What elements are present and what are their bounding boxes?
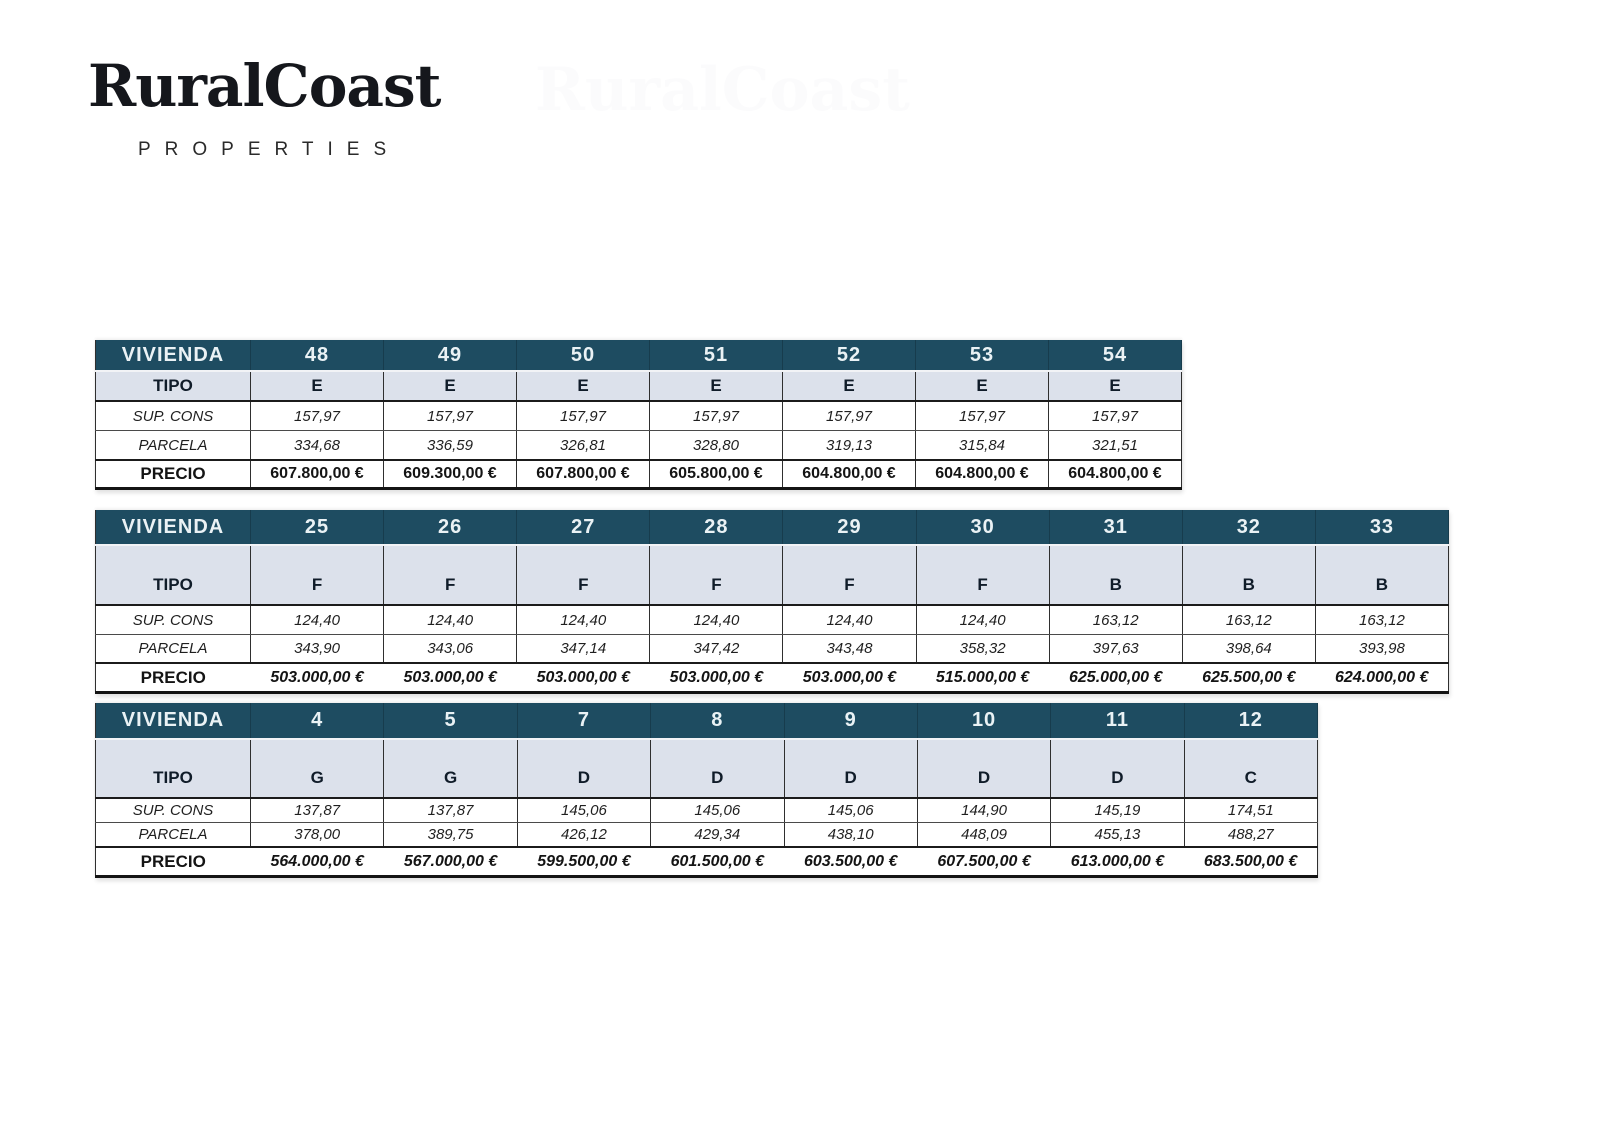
sup-cons-cell: 157,97 (251, 401, 384, 431)
precio-cell: 567.000,00 € (384, 847, 517, 877)
tipo-cell: E (517, 371, 650, 401)
sup-cons-cell: 124,40 (650, 605, 783, 635)
sup-cons-cell: 163,12 (1049, 605, 1182, 635)
sup-cons-cell: 137,87 (384, 798, 517, 823)
row-label-parcela: PARCELA (96, 431, 251, 461)
parcela-cell: 429,34 (651, 823, 784, 848)
tipo-cell: D (917, 739, 1050, 798)
vivienda-number-cell: 54 (1049, 340, 1182, 371)
precio-cell: 604.800,00 € (1049, 460, 1182, 489)
parcela-cell: 378,00 (251, 823, 384, 848)
row-label-sup-cons: SUP. CONS (96, 798, 251, 823)
tipo-cell: E (1049, 371, 1182, 401)
table-row (96, 545, 1449, 605)
tipo-cell: F (251, 545, 384, 605)
sup-cons-cell: 145,06 (517, 798, 650, 823)
table-row (96, 739, 1318, 798)
sup-cons-cell: 124,40 (517, 605, 650, 635)
sup-cons-cell: 124,40 (251, 605, 384, 635)
precio-cell: 625.500,00 € (1182, 663, 1315, 693)
brand-watermark: RuralCoast (535, 55, 910, 125)
row-label-precio: PRECIO (96, 847, 251, 877)
row-label-parcela: PARCELA (96, 635, 251, 664)
tipo-cell: E (251, 371, 384, 401)
parcela-cell: 455,13 (1051, 823, 1184, 848)
pricing-table (95, 510, 1449, 694)
tipo-cell: F (783, 545, 916, 605)
sup-cons-cell: 174,51 (1184, 798, 1317, 823)
sup-cons-cell: 124,40 (916, 605, 1049, 635)
precio-cell: 625.000,00 € (1049, 663, 1182, 693)
row-label-tipo: TIPO (96, 545, 251, 605)
sup-cons-cell: 124,40 (783, 605, 916, 635)
sup-cons-cell: 157,97 (384, 401, 517, 431)
parcela-cell: 315,84 (916, 431, 1049, 461)
tipo-cell: B (1049, 545, 1182, 605)
sup-cons-cell: 145,06 (784, 798, 917, 823)
precio-cell: 503.000,00 € (517, 663, 650, 693)
parcela-cell: 488,27 (1184, 823, 1317, 848)
sup-cons-cell: 163,12 (1315, 605, 1448, 635)
table-row (96, 847, 1318, 877)
table-row (96, 510, 1449, 545)
precio-cell: 605.800,00 € (650, 460, 783, 489)
precio-cell: 515.000,00 € (916, 663, 1049, 693)
vivienda-number-cell: 4 (251, 703, 384, 739)
parcela-cell: 438,10 (784, 823, 917, 848)
precio-cell: 613.000,00 € (1051, 847, 1184, 877)
tipo-cell: D (651, 739, 784, 798)
parcela-cell: 321,51 (1049, 431, 1182, 461)
precio-cell: 599.500,00 € (517, 847, 650, 877)
brand-logo (88, 50, 440, 161)
vivienda-number-cell: 7 (517, 703, 650, 739)
precio-cell: 609.300,00 € (384, 460, 517, 489)
sup-cons-cell: 157,97 (650, 401, 783, 431)
vivienda-number-cell: 49 (384, 340, 517, 371)
vivienda-number-cell: 5 (384, 703, 517, 739)
price-table-viviendas-25-33 (95, 510, 1449, 694)
table-corner-label: VIVIENDA (96, 340, 251, 371)
table-row (96, 635, 1449, 664)
tipo-cell: D (1051, 739, 1184, 798)
vivienda-number-cell: 9 (784, 703, 917, 739)
parcela-cell: 334,68 (251, 431, 384, 461)
tipo-cell: G (251, 739, 384, 798)
sup-cons-cell: 144,90 (917, 798, 1050, 823)
parcela-cell: 326,81 (517, 431, 650, 461)
sup-cons-cell: 157,97 (517, 401, 650, 431)
precio-cell: 601.500,00 € (651, 847, 784, 877)
table-row (96, 663, 1449, 693)
table-corner-label: VIVIENDA (96, 703, 251, 739)
table-row (96, 460, 1182, 489)
row-label-sup-cons: SUP. CONS (96, 605, 251, 635)
precio-cell: 603.500,00 € (784, 847, 917, 877)
brand-tagline: PROPERTIES (138, 138, 401, 160)
price-table-viviendas-4-12 (95, 703, 1318, 878)
table-row (96, 431, 1182, 461)
parcela-cell: 358,32 (916, 635, 1049, 664)
precio-cell: 683.500,00 € (1184, 847, 1317, 877)
parcela-cell: 328,80 (650, 431, 783, 461)
table-row (96, 823, 1318, 848)
parcela-cell: 397,63 (1049, 635, 1182, 664)
precio-cell: 604.800,00 € (916, 460, 1049, 489)
brand-name: RuralCoast (88, 52, 441, 120)
precio-cell: 607.500,00 € (917, 847, 1050, 877)
vivienda-number-cell: 27 (517, 510, 650, 545)
row-label-precio: PRECIO (96, 663, 251, 693)
table-corner-label: VIVIENDA (96, 510, 251, 545)
vivienda-number-cell: 32 (1182, 510, 1315, 545)
tipo-cell: F (384, 545, 517, 605)
table-row (96, 340, 1182, 371)
parcela-cell: 448,09 (917, 823, 1050, 848)
precio-cell: 503.000,00 € (783, 663, 916, 693)
tipo-cell: F (916, 545, 1049, 605)
tipo-cell: D (517, 739, 650, 798)
table-row (96, 798, 1318, 823)
row-label-precio: PRECIO (96, 460, 251, 489)
sup-cons-cell: 137,87 (251, 798, 384, 823)
tipo-cell: E (384, 371, 517, 401)
parcela-cell: 343,90 (251, 635, 384, 664)
table-row (96, 371, 1182, 401)
tipo-cell: E (650, 371, 783, 401)
table-row (96, 605, 1449, 635)
tipo-cell: B (1182, 545, 1315, 605)
tipo-cell: G (384, 739, 517, 798)
tipo-cell: C (1184, 739, 1317, 798)
tipo-cell: F (650, 545, 783, 605)
price-table-viviendas-48-54 (95, 340, 1182, 490)
precio-cell: 503.000,00 € (650, 663, 783, 693)
sup-cons-cell: 163,12 (1182, 605, 1315, 635)
vivienda-number-cell: 51 (650, 340, 783, 371)
sup-cons-cell: 124,40 (384, 605, 517, 635)
parcela-cell: 393,98 (1315, 635, 1448, 664)
vivienda-number-cell: 29 (783, 510, 916, 545)
vivienda-number-cell: 50 (517, 340, 650, 371)
precio-cell: 624.000,00 € (1315, 663, 1448, 693)
vivienda-number-cell: 12 (1184, 703, 1317, 739)
row-label-parcela: PARCELA (96, 823, 251, 848)
vivienda-number-cell: 26 (384, 510, 517, 545)
parcela-cell: 347,42 (650, 635, 783, 664)
row-label-tipo: TIPO (96, 371, 251, 401)
sup-cons-cell: 157,97 (783, 401, 916, 431)
vivienda-number-cell: 53 (916, 340, 1049, 371)
row-label-tipo: TIPO (96, 739, 251, 798)
vivienda-number-cell: 31 (1049, 510, 1182, 545)
sup-cons-cell: 157,97 (1049, 401, 1182, 431)
vivienda-number-cell: 10 (917, 703, 1050, 739)
precio-cell: 564.000,00 € (251, 847, 384, 877)
pricing-table (95, 703, 1318, 878)
parcela-cell: 319,13 (783, 431, 916, 461)
parcela-cell: 343,06 (384, 635, 517, 664)
pricing-table (95, 340, 1182, 490)
precio-cell: 604.800,00 € (783, 460, 916, 489)
sup-cons-cell: 145,06 (651, 798, 784, 823)
precio-cell: 503.000,00 € (384, 663, 517, 693)
table-row (96, 401, 1182, 431)
tipo-cell: F (517, 545, 650, 605)
vivienda-number-cell: 33 (1315, 510, 1448, 545)
tipo-cell: E (916, 371, 1049, 401)
parcela-cell: 426,12 (517, 823, 650, 848)
parcela-cell: 389,75 (384, 823, 517, 848)
vivienda-number-cell: 8 (651, 703, 784, 739)
table-row (96, 703, 1318, 739)
precio-cell: 607.800,00 € (517, 460, 650, 489)
parcela-cell: 343,48 (783, 635, 916, 664)
vivienda-number-cell: 30 (916, 510, 1049, 545)
tipo-cell: D (784, 739, 917, 798)
vivienda-number-cell: 48 (251, 340, 384, 371)
precio-cell: 607.800,00 € (251, 460, 384, 489)
vivienda-number-cell: 28 (650, 510, 783, 545)
sup-cons-cell: 145,19 (1051, 798, 1184, 823)
parcela-cell: 398,64 (1182, 635, 1315, 664)
vivienda-number-cell: 11 (1051, 703, 1184, 739)
vivienda-number-cell: 25 (251, 510, 384, 545)
sup-cons-cell: 157,97 (916, 401, 1049, 431)
precio-cell: 503.000,00 € (251, 663, 384, 693)
tipo-cell: E (783, 371, 916, 401)
row-label-sup-cons: SUP. CONS (96, 401, 251, 431)
tipo-cell: B (1315, 545, 1448, 605)
parcela-cell: 347,14 (517, 635, 650, 664)
parcela-cell: 336,59 (384, 431, 517, 461)
vivienda-number-cell: 52 (783, 340, 916, 371)
